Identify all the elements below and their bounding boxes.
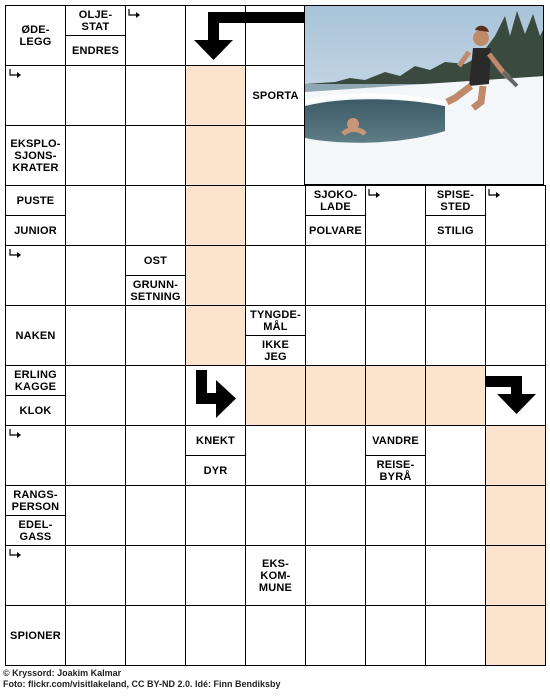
- clue-polvare: POLVARE: [305, 215, 366, 246]
- answer-cell[interactable]: [245, 605, 306, 666]
- clue-grunnsetning: GRUNN- SETNING: [125, 275, 186, 306]
- clue-vandre: VANDRE: [365, 425, 426, 456]
- answer-cell[interactable]: [365, 485, 426, 546]
- clue-reisebyra: REISE- BYRÅ: [365, 455, 426, 486]
- answer-cell[interactable]: [425, 545, 486, 606]
- answer-cell[interactable]: [125, 485, 186, 546]
- answer-cell[interactable]: [485, 605, 546, 666]
- clue-puste: PUSTE: [5, 185, 66, 216]
- answer-cell[interactable]: [65, 425, 126, 486]
- direction-hook-icon: [8, 428, 22, 443]
- arrow-left-down-icon: [185, 5, 246, 66]
- answer-cell[interactable]: [245, 365, 306, 426]
- answer-cell[interactable]: [425, 365, 486, 426]
- clue-ikkejeg: IKKE JEG: [245, 335, 306, 366]
- answer-cell[interactable]: [65, 65, 126, 126]
- answer-cell[interactable]: [365, 605, 426, 666]
- answer-cell[interactable]: [425, 245, 486, 306]
- answer-cell[interactable]: [245, 185, 306, 246]
- answer-cell[interactable]: [425, 485, 486, 546]
- arrow-tail-icon: [245, 5, 306, 66]
- clue-endres: ENDRES: [65, 35, 126, 66]
- clue-spisested: SPISE- STED: [425, 185, 486, 216]
- answer-cell[interactable]: [185, 605, 246, 666]
- answer-cell[interactable]: [65, 125, 126, 186]
- answer-cell[interactable]: [185, 305, 246, 366]
- answer-cell[interactable]: [305, 425, 366, 486]
- clue-junior: JUNIOR: [5, 215, 66, 246]
- credits-footer: [3, 668, 281, 690]
- answer-cell[interactable]: [365, 245, 426, 306]
- clue-sjokolade: SJOKO- LADE: [305, 185, 366, 216]
- answer-cell[interactable]: [125, 365, 186, 426]
- direction-hook-icon: [127, 8, 141, 23]
- answer-cell[interactable]: [185, 125, 246, 186]
- answer-cell[interactable]: [305, 545, 366, 606]
- answer-cell[interactable]: [65, 305, 126, 366]
- answer-cell[interactable]: [485, 545, 546, 606]
- answer-cell[interactable]: [365, 365, 426, 426]
- answer-cell[interactable]: [485, 245, 546, 306]
- answer-cell[interactable]: [365, 305, 426, 366]
- answer-cell[interactable]: [245, 485, 306, 546]
- answer-cell[interactable]: [305, 245, 366, 306]
- direction-hook-icon: [8, 68, 22, 83]
- direction-hook-icon: [487, 188, 501, 203]
- clue-ost: OST: [125, 245, 186, 276]
- answer-cell[interactable]: [125, 65, 186, 126]
- clue-rangsperson: RANGS- PERSON: [5, 485, 66, 516]
- clue-erlingkagge: ERLING KAGGE: [5, 365, 66, 396]
- answer-cell[interactable]: [185, 545, 246, 606]
- answer-cell[interactable]: [125, 545, 186, 606]
- arrow-right-down-icon: [485, 365, 546, 426]
- clue-klok: KLOK: [5, 395, 66, 426]
- answer-cell[interactable]: [425, 305, 486, 366]
- answer-cell[interactable]: [305, 365, 366, 426]
- answer-cell[interactable]: [65, 365, 126, 426]
- answer-cell[interactable]: [305, 485, 366, 546]
- answer-cell[interactable]: [245, 245, 306, 306]
- answer-cell[interactable]: [425, 425, 486, 486]
- answer-cell[interactable]: [425, 605, 486, 666]
- arrow-down-right-icon: [185, 365, 246, 426]
- answer-cell[interactable]: [365, 545, 426, 606]
- answer-cell[interactable]: [245, 425, 306, 486]
- answer-cell[interactable]: [65, 245, 126, 306]
- clue-eksplosjonskrater: EKSPLO- SJONS- KRATER: [5, 125, 66, 186]
- answer-cell[interactable]: [485, 305, 546, 366]
- answer-cell[interactable]: [65, 605, 126, 666]
- winter-swimming-photo-icon: [305, 6, 544, 185]
- credits-photo: Foto: flickr.com/visitlakeland, CC BY-ND 2.0. Idé: Finn Bendiksby: [3, 679, 281, 689]
- direction-hook-icon: [8, 548, 22, 563]
- clue-dyr: DYR: [185, 455, 246, 486]
- answer-cell[interactable]: [185, 245, 246, 306]
- crossword-photo: [304, 5, 544, 185]
- answer-cell[interactable]: [125, 125, 186, 186]
- clue-oljestat: OLJE- STAT: [65, 5, 126, 36]
- answer-cell[interactable]: [185, 185, 246, 246]
- clue-stilig: STILIG: [425, 215, 486, 246]
- credits-author: © Kryssord: Joakim Kalmar: [3, 668, 122, 678]
- answer-cell[interactable]: [185, 485, 246, 546]
- clue-spioner: SPIONER: [5, 605, 66, 666]
- answer-cell[interactable]: [485, 425, 546, 486]
- clue-odelegg: ØDE- LEGG: [5, 5, 66, 66]
- direction-hook-icon: [8, 248, 22, 263]
- clue-sporta: SPORTA: [245, 65, 306, 126]
- answer-cell[interactable]: [125, 305, 186, 366]
- clue-tyngdemal: TYNGDE- MÅL: [245, 305, 306, 336]
- answer-cell[interactable]: [125, 605, 186, 666]
- answer-cell[interactable]: [185, 65, 246, 126]
- clue-edelgass: EDEL- GASS: [5, 515, 66, 546]
- answer-cell[interactable]: [65, 185, 126, 246]
- answer-cell[interactable]: [305, 305, 366, 366]
- clue-naken: NAKEN: [5, 305, 66, 366]
- answer-cell[interactable]: [65, 485, 126, 546]
- direction-hook-icon: [367, 188, 381, 203]
- answer-cell[interactable]: [305, 605, 366, 666]
- answer-cell[interactable]: [125, 185, 186, 246]
- clue-knekt: KNEKT: [185, 425, 246, 456]
- answer-cell[interactable]: [485, 485, 546, 546]
- answer-cell[interactable]: [125, 425, 186, 486]
- answer-cell[interactable]: [65, 545, 126, 606]
- clue-ekskommune: EKS- KOM- MUNE: [245, 545, 306, 606]
- answer-cell[interactable]: [245, 125, 306, 186]
